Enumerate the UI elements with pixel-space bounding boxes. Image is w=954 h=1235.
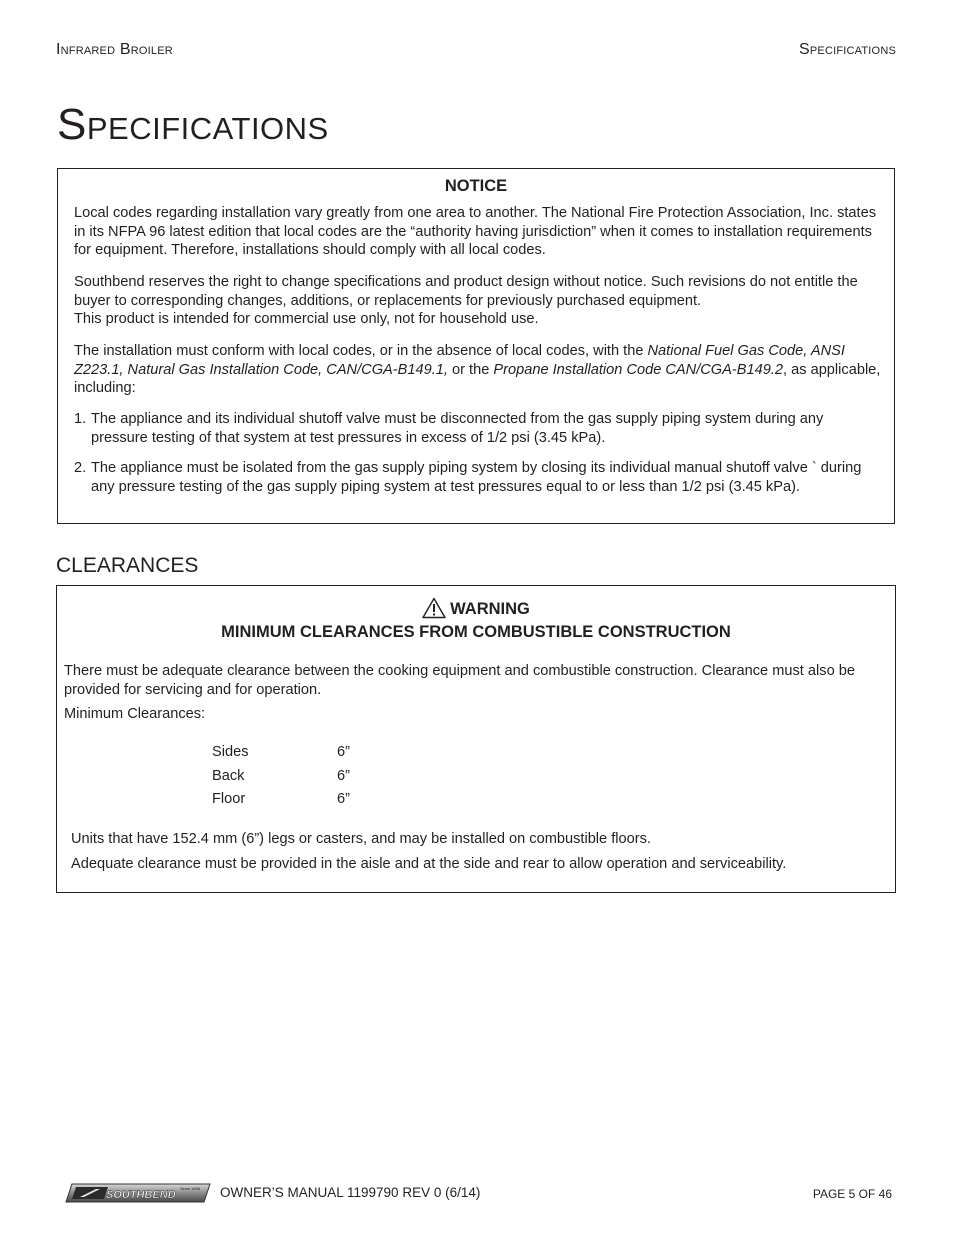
running-header-left: Infrared Broiler — [56, 41, 173, 58]
clearance-paragraph: There must be adequate clearance between the cooking equipment and combustible construction. Clearance must also be provided for servicing and for operation. — [64, 663, 855, 698]
page-title: Specifications — [57, 100, 329, 149]
installation-text-3: , as applicable, including: — [74, 361, 881, 397]
notice-revisions-text: Southbend reserves the right to change specifications and product design without notice. Such revisions do not entitle the buyer to corresponding changes, additions, or replacements for previously purchased equipment. — [74, 274, 858, 309]
clearance-value: 6” — [337, 791, 350, 807]
svg-text:SOUTHBEND: SOUTHBEND — [106, 1189, 176, 1201]
warning-triangle-icon — [422, 597, 446, 619]
aisle-clearance-note: Adequate clearance must be provided in the aisle and at the side and rear to allow operation and serviceability. — [71, 856, 787, 872]
clearance-value: 6” — [337, 744, 350, 760]
notice-commercial-use-text: This product is intended for commercial use only, not for household use. — [74, 311, 539, 328]
notice-title: NOTICE — [444, 177, 508, 195]
notice-list-item — [74, 410, 878, 447]
clearance-row-sides — [212, 743, 412, 767]
list-item-text: The appliance must be isolated from the gas supply piping system by closing its individual manual shutoff valve ` during any pressure testing of the gas supply piping system at test pressures equal to or less than 1/2 psi (3.45 kPa). — [91, 460, 862, 495]
installation-text-2: or the — [447, 361, 494, 378]
notice-paragraph-revisions — [74, 273, 884, 329]
clearance-row-floor — [212, 790, 412, 814]
clearance-label: Sides — [212, 744, 249, 760]
notice-paragraph-codes: Local codes regarding installation vary greatly from one area to another. The National Fire Protection Association, Inc. states in its NFPA 96 latest edition that local codes are the “authority having jurisdiction” when it comes to installation requirements for equipment. Therefore, installations should comply with all local codes. — [74, 205, 877, 259]
clearance-value: 6” — [337, 767, 350, 784]
legs-casters-note: Units that have 152.4 mm (6”) legs or casters, and may be installed on combustible floors. — [71, 831, 651, 847]
southbend-logo — [64, 1182, 212, 1209]
clearance-row-back — [212, 767, 412, 791]
warning-box — [56, 585, 896, 893]
installation-text-1: The installation must conform with local codes, or in the absence of local codes, with the — [74, 343, 648, 359]
notice-list-item — [74, 459, 878, 496]
propane-code-name: Propane Installation Code CAN/CGA-B149.2 — [493, 361, 783, 378]
running-header-right: Specifications — [799, 41, 896, 58]
warning-title-row — [57, 597, 895, 619]
notice-paragraph-installation — [74, 342, 884, 398]
notice-box — [57, 168, 895, 524]
footer-manual-number: OWNER’S MANUAL 1199790 REV 0 (6/14) — [220, 1185, 481, 1200]
warning-subtitle: MINIMUM CLEARANCES FROM COMBUSTIBLE CONSTRUCTION — [221, 623, 731, 641]
svg-text:Since 1898: Since 1898 — [180, 1186, 201, 1191]
footer-page-number: PAGE 5 OF 46 — [812, 1187, 892, 1201]
clearance-label: Back — [212, 767, 245, 784]
clearances-heading: CLEARANCES — [56, 554, 199, 577]
clearances-table — [212, 743, 412, 814]
clearance-label: Floor — [212, 791, 246, 807]
minimum-clearances-label: Minimum Clearances: — [64, 706, 206, 722]
list-item-number: 2. — [74, 460, 87, 476]
warning-title: WARNING — [450, 600, 530, 618]
list-item-number: 1. — [74, 411, 87, 427]
list-item-text: The appliance and its individual shutoff valve must be disconnected from the gas supply piping system during any pressure testing of that system at test pressures in excess of 1/2 psi (3.45 kPa). — [91, 411, 824, 446]
installation-code-names: National Fuel Gas Code, ANSI Z223.1, Natural Gas Installation Code, CAN/CGA-B149.1, — [74, 343, 845, 378]
